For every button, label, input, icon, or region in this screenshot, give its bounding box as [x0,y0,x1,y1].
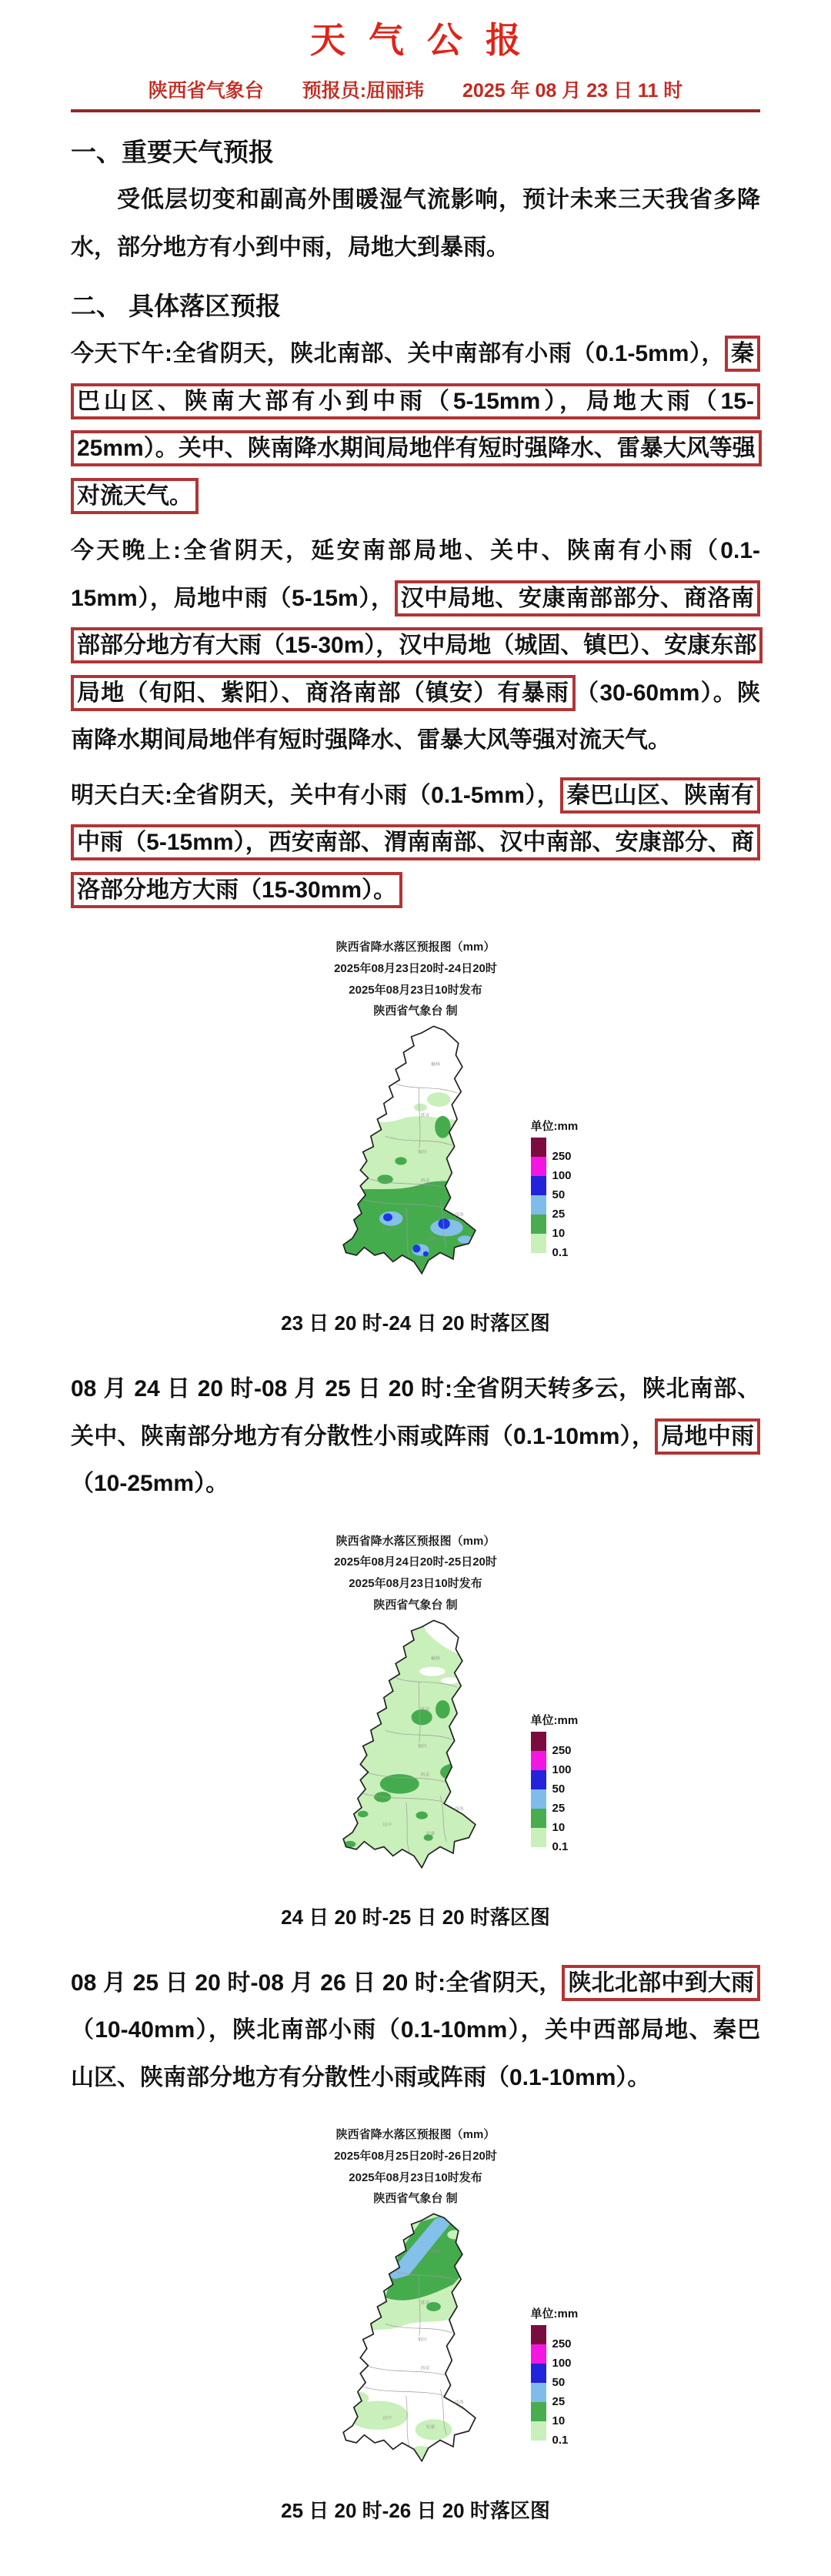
map-author: 陕西省气象台 制 [373,2192,458,2206]
city-label: 西安 [420,2366,429,2371]
city-label: 榆林 [430,2250,440,2255]
city-label: 榆林 [430,1062,440,1067]
forecast-tonight [71,527,760,764]
paragraph-text: 08 月 24 日 20 时-08 月 25 日 20 时:全省阴天转多云，陕北南部、关中、陕南部分地方有分散性小雨或阵雨（0.1-10mm）， [71,1376,760,1449]
legend-swatch [531,2383,546,2402]
legend-swatch [531,1751,546,1770]
map-caption-day3: 25 日 20 时-26 日 20 时落区图 [281,2499,550,2522]
legend-title: 单位:mm [530,2307,579,2320]
city-label: 榆林 [430,1656,440,1661]
legend-swatch [531,2402,546,2421]
section2-heading: 二、 具体落区预报 [71,292,282,320]
highlight-box: 秦巴山区、陕南大部有小到中雨（5-15mm），局地大雨（15-25mm）。关中、陕南降水期间局地伴有短时强降水、雷暴大风等强对流天气。 [71,336,762,514]
city-label: 安康 [425,1238,435,1243]
paragraph-text: （30-60mm）。陕南降水期间局地伴有短时强降水、雷暴大风等强对流天气。 [71,680,761,753]
map-and-legend [322,1618,580,1879]
city-label: 汉中 [382,1822,392,1827]
byline: 陕西省气象台 预报员:屈丽玮 2025 年 08 月 23 日 11 时 [71,75,760,112]
precip-map-block-day2 [71,1531,760,1930]
city-label: 汉中 [382,2416,392,2421]
legend-value: 0.1 [552,1246,569,1259]
shaanxi-precip-map-day1 [322,1024,519,1285]
highlight-box: 陕北北部中到大雨 [562,1965,760,2001]
legend-value: 50 [552,1188,566,1201]
map-author: 陕西省气象台 制 [373,1004,458,1018]
map-caption-day1: 23 日 20 时-24 日 20 时落区图 [281,1311,550,1335]
paragraph-text: （10-25mm）。 [71,1471,229,1496]
legend-swatch [531,1176,546,1195]
legend-color-bar [531,1138,580,1259]
map-header [71,1531,760,1616]
city-label: 铜川 [417,2337,427,2343]
legend-swatch [531,1234,546,1253]
legend-swatch [531,2325,546,2344]
legend-color-bar [531,1732,580,1853]
forecast-tomorrow-day [71,772,760,914]
legend-value: 0.1 [552,1839,569,1853]
legend-value: 250 [552,1150,572,1163]
precip-legend [530,1118,580,1259]
map-issue-time: 2025年08月23日10时发布 [349,1577,482,1590]
map-period: 2025年08月25日20时-26日20时 [334,2149,497,2163]
paragraph-text: 今天下午:全省阴天，陕北南部、关中南部有小雨（0.1-5mm）， [71,341,725,366]
highlight-box: 局地中雨 [655,1418,760,1455]
section1-heading: 一、重要天气预报 [71,138,274,166]
legend-title: 单位:mm [530,1713,579,1727]
precip-legend [530,2305,580,2447]
section1-paragraph [71,176,760,271]
forecast-day3 [71,1960,760,2102]
map-period: 2025年08月24日20时-25日20时 [334,1555,497,1569]
city-label: 汉中 [382,1228,392,1234]
legend-value: 25 [552,2395,566,2408]
shaanxi-precip-map-day3 [322,2211,519,2473]
map-issue-time: 2025年08月23日10时发布 [349,983,482,997]
legend-swatch [531,1195,546,1214]
map-and-legend [322,2211,580,2473]
precip-map-block-day3 [71,2124,760,2524]
legend-swatch [531,1789,546,1809]
city-label: 商洛 [454,1212,464,1218]
city-label: 延安 [420,2300,429,2306]
highlight-box: 汉中局地、安康南部部分、商洛南部部分地方有大雨（15-30m），汉中局地（城固、镇巴）、安康东部局地（旬阳、紫阳）、商洛南部（镇安）有暴雨 [71,580,763,711]
map-period: 2025年08月23日20时-24日20时 [334,961,497,975]
legend-swatch [531,1732,546,1751]
legend-value: 10 [552,2414,566,2427]
legend-value: 25 [552,1208,566,1221]
precip-map-block-day1 [71,937,760,1336]
city-label: 延安 [420,1113,429,1118]
paragraph-text: 08 月 25 日 20 时-08 月 26 日 20 时:全省阴天， [71,1970,562,1996]
legend-value: 100 [552,1762,572,1776]
legend-value: 50 [552,2376,566,2389]
legend-title: 单位:mm [530,1120,579,1133]
legend-swatch [531,1138,546,1157]
legend-value: 0.1 [552,2434,569,2447]
legend-swatch [531,2364,546,2383]
legend-value: 100 [552,2357,572,2370]
map-author: 陕西省气象台 制 [373,1598,458,1612]
city-label: 西安 [420,1178,429,1184]
map-caption-day2: 24 日 20 时-25 日 20 时落区图 [281,1905,550,1929]
city-label: 延安 [420,1707,429,1712]
legend-color-bar [531,2325,580,2447]
legend-swatch [531,2344,546,2364]
forecast-day2 [71,1365,760,1508]
city-label: 商洛 [454,2400,464,2405]
city-label: 安康 [425,1831,435,1836]
legend-swatch [531,1809,546,1828]
legend-swatch [531,1770,546,1789]
map-title: 陕西省降水落区预报图（mm） [335,941,496,954]
legend-value: 100 [552,1169,572,1182]
legend-swatch [531,1828,546,1847]
map-header [71,937,760,1022]
map-and-legend [322,1024,580,1285]
highlight-box: 秦巴山区、陕南有中雨（5-15mm），西安南部、渭南南部、汉中南部、安康部分、商洛部分地方大雨（15-30mm）。 [71,777,760,908]
city-label: 铜川 [417,1150,427,1155]
city-label: 安康 [425,2425,435,2431]
map-title: 陕西省降水落区预报图（mm） [335,2128,496,2141]
paragraph-text: （10-40mm），陕北南部小雨（0.1-10mm），关中西部局地、秦巴山区、陕南部分地方有分散性小雨或阵雨（0.1-10mm）。 [71,2017,760,2090]
forecast-today-afternoon [71,330,760,520]
city-label: 西安 [420,1772,429,1778]
precip-legend [530,1712,580,1853]
shaanxi-precip-map-day2 [322,1618,519,1879]
map-title: 陕西省降水落区预报图（mm） [335,1534,496,1548]
legend-value: 25 [552,1801,566,1815]
map-header [71,2124,760,2210]
map-issue-time: 2025年08月23日10时发布 [349,2170,482,2184]
legend-swatch [531,1214,546,1234]
page-title: 天气公报 [310,20,544,60]
legend-value: 50 [552,1782,566,1796]
legend-swatch [531,2421,546,2441]
paragraph-text: 明天白天:全省阴天，关中有小雨（0.1-5mm）， [71,782,561,808]
city-label: 商洛 [454,1806,464,1812]
legend-value: 250 [552,1743,572,1757]
legend-value: 10 [552,1227,566,1240]
city-label: 铜川 [417,1743,427,1749]
legend-value: 250 [552,2337,572,2350]
paragraph-text: 今天晚上:全省阴天，延安南部局地、关中、陕南有小雨（0.1-15mm），局地中雨（5-15m）， [71,538,760,611]
legend-swatch [531,1157,546,1176]
legend-value: 10 [552,1820,566,1834]
paragraph-text: 受低层切变和副高外围暖湿气流影响，预计未来三天我省多降水，部分地方有小到中雨，局地大到暴雨。 [71,187,760,260]
